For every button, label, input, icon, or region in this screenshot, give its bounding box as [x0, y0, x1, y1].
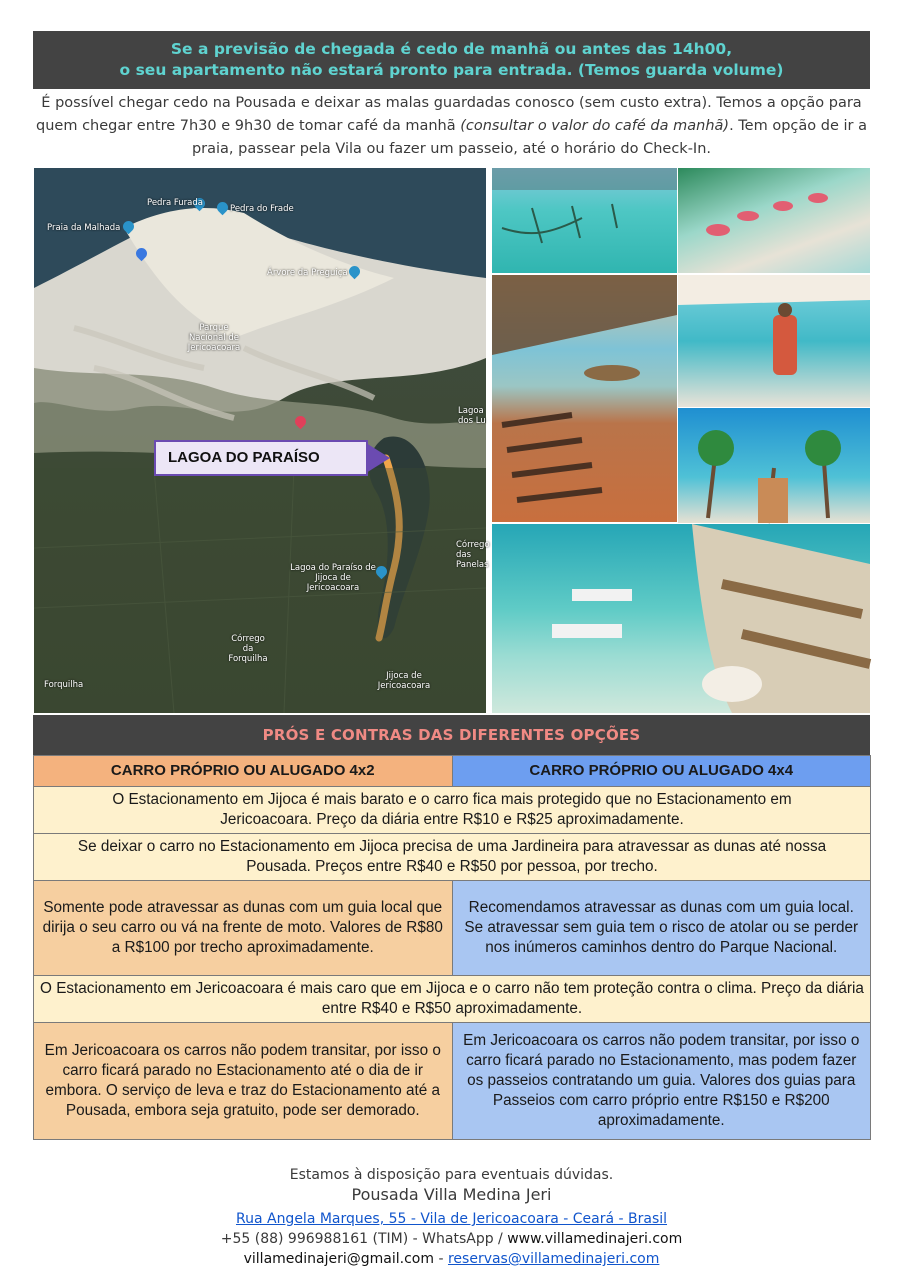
table-row: [34, 1023, 871, 1140]
footer-address-link[interactable]: Rua Angela Marques, 55 - Vila de Jericoacoara - Ceará - Brasil: [235, 1211, 668, 1227]
map-label-parque: Parque Nacional de Jericoacoara: [187, 323, 241, 353]
photo-beach-tables: [678, 168, 870, 273]
header-4x2: CARRO PRÓPRIO OU ALUGADO 4x2: [34, 756, 453, 787]
map-label-pedra-furada: Pedra Furada: [147, 198, 203, 208]
map-label-praia-malhada: Praia da Malhada: [47, 223, 121, 233]
photo-palm-art: [678, 408, 870, 523]
photo-aerial-lagoon: [492, 524, 870, 713]
photo-deck-loungers: [492, 275, 677, 522]
arrival-warning-banner: [33, 31, 870, 89]
photo-swing-art: [678, 275, 870, 407]
photo-hammocks-lagoon: [492, 168, 677, 273]
map-label-corrego-panela: Córrego das Panelas: [456, 540, 490, 570]
row-transit-4x2: Em Jericoacoara os carros não podem transitar, por isso o carro ficará parado no Estacionamento até o dia de ir embora. O serviço de leva e traz do Estacionamento até a Pousada, embora seja gratuito, pode ser demorado.: [34, 1023, 453, 1140]
photo-aerial-art: [492, 524, 870, 713]
table-header-row: [34, 756, 871, 787]
comparison-table: [33, 755, 871, 1140]
callout-arrow-icon: [366, 443, 392, 473]
table-row: [34, 976, 871, 1023]
map-label-corrego-forquilha: Córrego da Forquilha: [228, 634, 268, 664]
row-jeri-parking: O Estacionamento em Jericoacoara é mais caro que em Jijoca e o carro não tem proteção contra o clima. Preço da diária entre R$40 e R$50 aproximadamente.: [34, 976, 871, 1023]
intro-text-italic: (consultar o valor do café da manhã): [460, 118, 730, 134]
footer-brand: Pousada Villa Medina Jeri: [351, 1185, 552, 1204]
footer-email-separator: -: [434, 1251, 448, 1267]
intro-paragraph: [33, 92, 870, 161]
footer-phone: +55 (88) 996988161 (TIM) - WhatsApp /: [220, 1231, 508, 1247]
footer-email-gmail: villamedinajeri@gmail.com: [243, 1251, 435, 1267]
row-transit-4x4: Em Jericoacoara os carros não podem transitar, por isso o carro ficará parado no Estacionamento, mas podem fazer os passeios contratando um guia. Valores dos guias para Passeios com carro próprio entre R$150 e R$200 aproximadamente.: [452, 1023, 871, 1140]
banner-line-1: Se a previsão de chegada é cedo de manhã ou antes das 14h00,: [170, 40, 733, 58]
footer-email-reservas-link[interactable]: reservas@villamedinajeri.com: [447, 1251, 660, 1267]
photo-hammocks-art: [492, 168, 677, 273]
photo-swing-woman: [678, 275, 870, 407]
satellite-map: [34, 168, 490, 713]
photo-tables-art: [678, 168, 870, 273]
footer: [33, 1165, 870, 1269]
table-row: [34, 834, 871, 881]
footer-availability: Estamos à disposição para eventuais dúvidas.: [289, 1167, 614, 1183]
row-jijoca-parking: O Estacionamento em Jijoca é mais barato e o carro fica mais protegido que no Estacionamento em Jericoacoara. Preço da diária entre R$10 e R$25 aproximadamente.: [34, 787, 871, 834]
map-label-lagoa-lu: Lagoa dos Lu: [458, 406, 486, 426]
map-label-lagoa-jijoca: Lagoa do Paraíso de Jijoca de Jericoacoara: [290, 563, 376, 593]
pros-cons-title: PRÓS E CONTRAS DAS DIFERENTES OPÇÕES: [33, 715, 870, 755]
map-label-jijoca: Jijoca de Jericoacoara: [377, 671, 431, 691]
banner-line-2: o seu apartamento não estará pronto para entrada. (Temos guarda volume): [119, 61, 784, 79]
intro-text-2: . Tem opção de ir a praia, passear pela Vila ou fazer um passeio, até o horário do Check-In.: [191, 118, 867, 157]
header-4x4: CARRO PRÓPRIO OU ALUGADO 4x4: [452, 756, 871, 787]
table-row: [34, 881, 871, 976]
map-label-arvore: Árvore da Preguiça: [267, 268, 348, 278]
photo-deck-art: [492, 275, 677, 522]
footer-website-link[interactable]: www.villamedinajeri.com: [507, 1231, 683, 1247]
lagoa-callout: LAGOA DO PARAÍSO: [154, 440, 368, 476]
row-dunes-4x4: Recomendamos atravessar as dunas com um guia local. Se atravessar sem guia tem o risco de atolar ou se perder nos inúmeros caminhos dentro do Parque Nacional.: [452, 881, 871, 976]
table-row: [34, 787, 871, 834]
photo-palm-walkway: [678, 408, 870, 523]
map-label-pedra-do-frade: Pedra do Frade: [230, 204, 294, 214]
row-jardineira: Se deixar o carro no Estacionamento em Jijoca precisa de uma Jardineira para atravessar as dunas até nossa Pousada. Preços entre R$40 e R$50 por pessoa, por trecho.: [34, 834, 871, 881]
intro-text-1: É possível chegar cedo na Pousada e deixar as malas guardadas conosco (sem custo extra). Temos a opção para quem chegar entre 7h30 e 9h30 de tomar café da manhã: [36, 95, 862, 134]
row-dunes-4x2: Somente pode atravessar as dunas com um guia local que dirija o seu carro ou vá na frente de moto. Valores de R$80 a R$100 por trecho aproximadamente.: [34, 881, 453, 976]
map-label-forquilha: Forquilha: [44, 680, 84, 690]
